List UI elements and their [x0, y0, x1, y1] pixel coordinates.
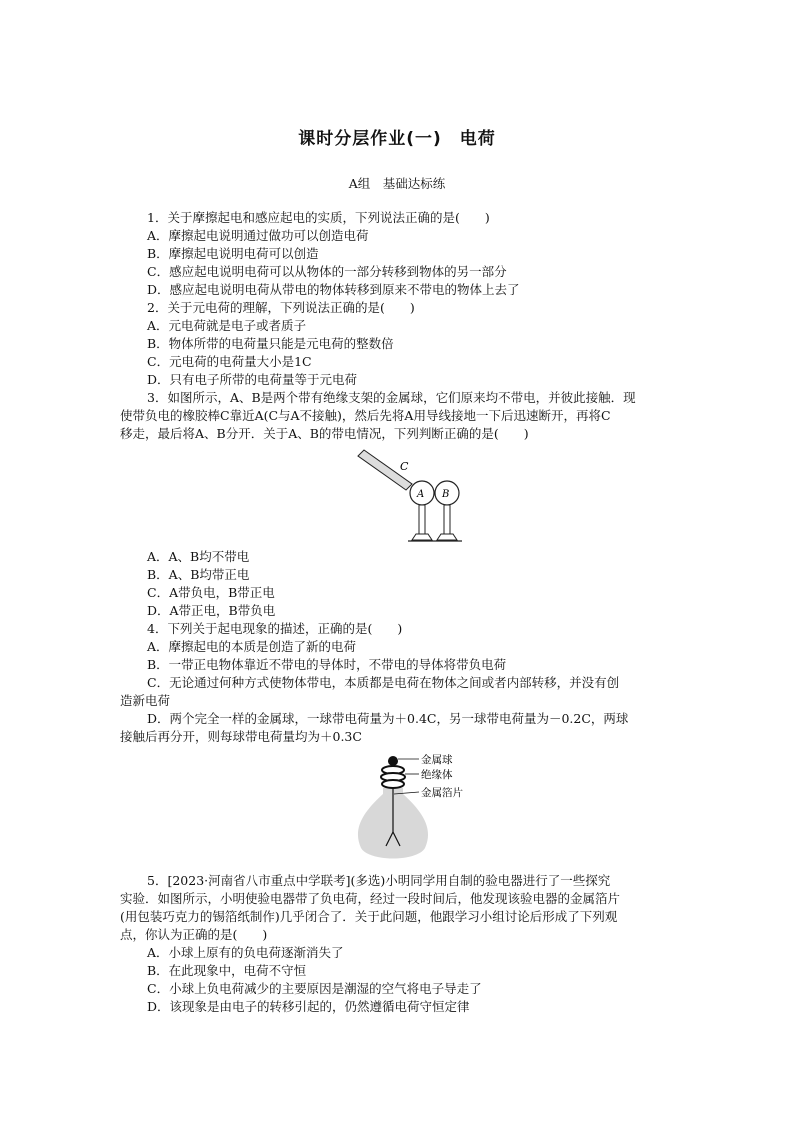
- q4-option-c-line2: 造新电荷: [120, 693, 171, 708]
- q4-option-d-line2: 接触后再分开，则每球带电荷量均为＋0.3C: [120, 729, 362, 744]
- q3-stem-line2: 使带负电的橡胶棒C靠近A(C与A不接触)，然后先将A用导线接地一下后迅速断开，再将C: [120, 408, 611, 423]
- sphere-label-a: A: [417, 489, 425, 500]
- q3-option-b: B．A、B均带正电: [147, 567, 250, 582]
- q4-option-c-line1: C．无论通过何种方式使物体带电，本质都是电荷在物体之间或者内部转移，并没有创: [147, 675, 620, 690]
- label-metal-foil: 金属箔片: [421, 787, 463, 799]
- label-metal-ball: 金属球: [421, 754, 453, 766]
- sphere-label-b: B: [442, 489, 450, 500]
- q5-stem-line4: 点，你认为正确的是( ): [120, 927, 268, 942]
- q2-option-d: D．只有电子所带的电荷量等于元电荷: [147, 372, 358, 387]
- q3-stem-line1: 3．如图所示，A、B是两个带有绝缘支架的金属球，它们原来均不带电，并彼此接触．现: [147, 390, 636, 405]
- section-heading: A组 基础达标练: [348, 176, 446, 191]
- q1-option-a: A．摩擦起电说明通过做功可以创造电荷: [147, 228, 369, 243]
- stand-a: [412, 505, 432, 540]
- label-insulator: 绝缘体: [421, 769, 453, 781]
- q4-stem: 4．下列关于起电现象的描述，正确的是( ): [147, 621, 403, 636]
- q5-option-a: A．小球上原有的负电荷逐渐消失了: [147, 945, 344, 960]
- electroscope-figure: [355, 750, 485, 865]
- insulator: [381, 766, 405, 788]
- q1-stem: 1．关于摩擦起电和感应起电的实质，下列说法正确的是( ): [147, 210, 490, 225]
- q5-option-c: C．小球上负电荷减少的主要原因是潮湿的空气将电子导走了: [147, 981, 482, 996]
- q2-option-b: B．物体所带的电荷量只能是元电荷的整数倍: [147, 336, 394, 351]
- q3-stem-line3: 移走，最后将A、B分开．关于A、B的带电情况，下列判断正确的是( ): [120, 426, 529, 441]
- q1-option-c: C．感应起电说明电荷可以从物体的一部分转移到物体的另一部分: [147, 264, 507, 279]
- q5-stem-line3: (用包装巧克力的锡箔纸制作)几乎闭合了．关于此问题，他跟学习小组讨论后形成了下列观: [120, 909, 618, 924]
- q5-stem-line2: 实验．如图所示，小明使验电器带了负电荷，经过一段时间后，他发现该验电器的金属箔片: [120, 891, 621, 906]
- q2-stem: 2．关于元电荷的理解，下列说法正确的是( ): [147, 300, 415, 315]
- q2-option-c: C．元电荷的电荷量大小是1C: [147, 354, 312, 369]
- metal-ball: [388, 756, 398, 766]
- stand-b: [437, 505, 457, 540]
- q2-option-a: A．元电荷就是电子或者质子: [147, 318, 307, 333]
- page-title: 课时分层作业(一) 电荷: [298, 129, 496, 149]
- q3-option-c: C．A带负电，B带正电: [147, 585, 275, 600]
- q5-stem-line1: 5．[2023·河南省八市重点中学联考](多选)小明同学用自制的验电器进行了一些探究: [147, 873, 611, 888]
- q3-figure: [350, 448, 470, 548]
- q5-option-b: B．在此现象中，电荷不守恒: [147, 963, 307, 978]
- q4-option-d-line1: D．两个完全一样的金属球，一球带电荷量为＋0.4C，另一球带电荷量为－0.2C，两球: [147, 711, 629, 726]
- q3-option-d: D．A带正电，B带负电: [147, 603, 276, 618]
- q4-option-a: A．摩擦起电的本质是创造了新的电荷: [147, 639, 357, 654]
- rod-label-c: C: [400, 460, 409, 473]
- q3-option-a: A．A、B均不带电: [147, 549, 250, 564]
- q1-option-b: B．摩擦起电说明电荷可以创造: [147, 246, 319, 261]
- q4-option-b: B．一带正电物体靠近不带电的导体时，不带电的导体将带负电荷: [147, 657, 507, 672]
- q1-option-d: D．感应起电说明电荷从带电的物体转移到原来不带电的物体上去了: [147, 282, 520, 297]
- q5-option-d: D．该现象是由电子的转移引起的，仍然遵循电荷守恒定律: [147, 999, 470, 1014]
